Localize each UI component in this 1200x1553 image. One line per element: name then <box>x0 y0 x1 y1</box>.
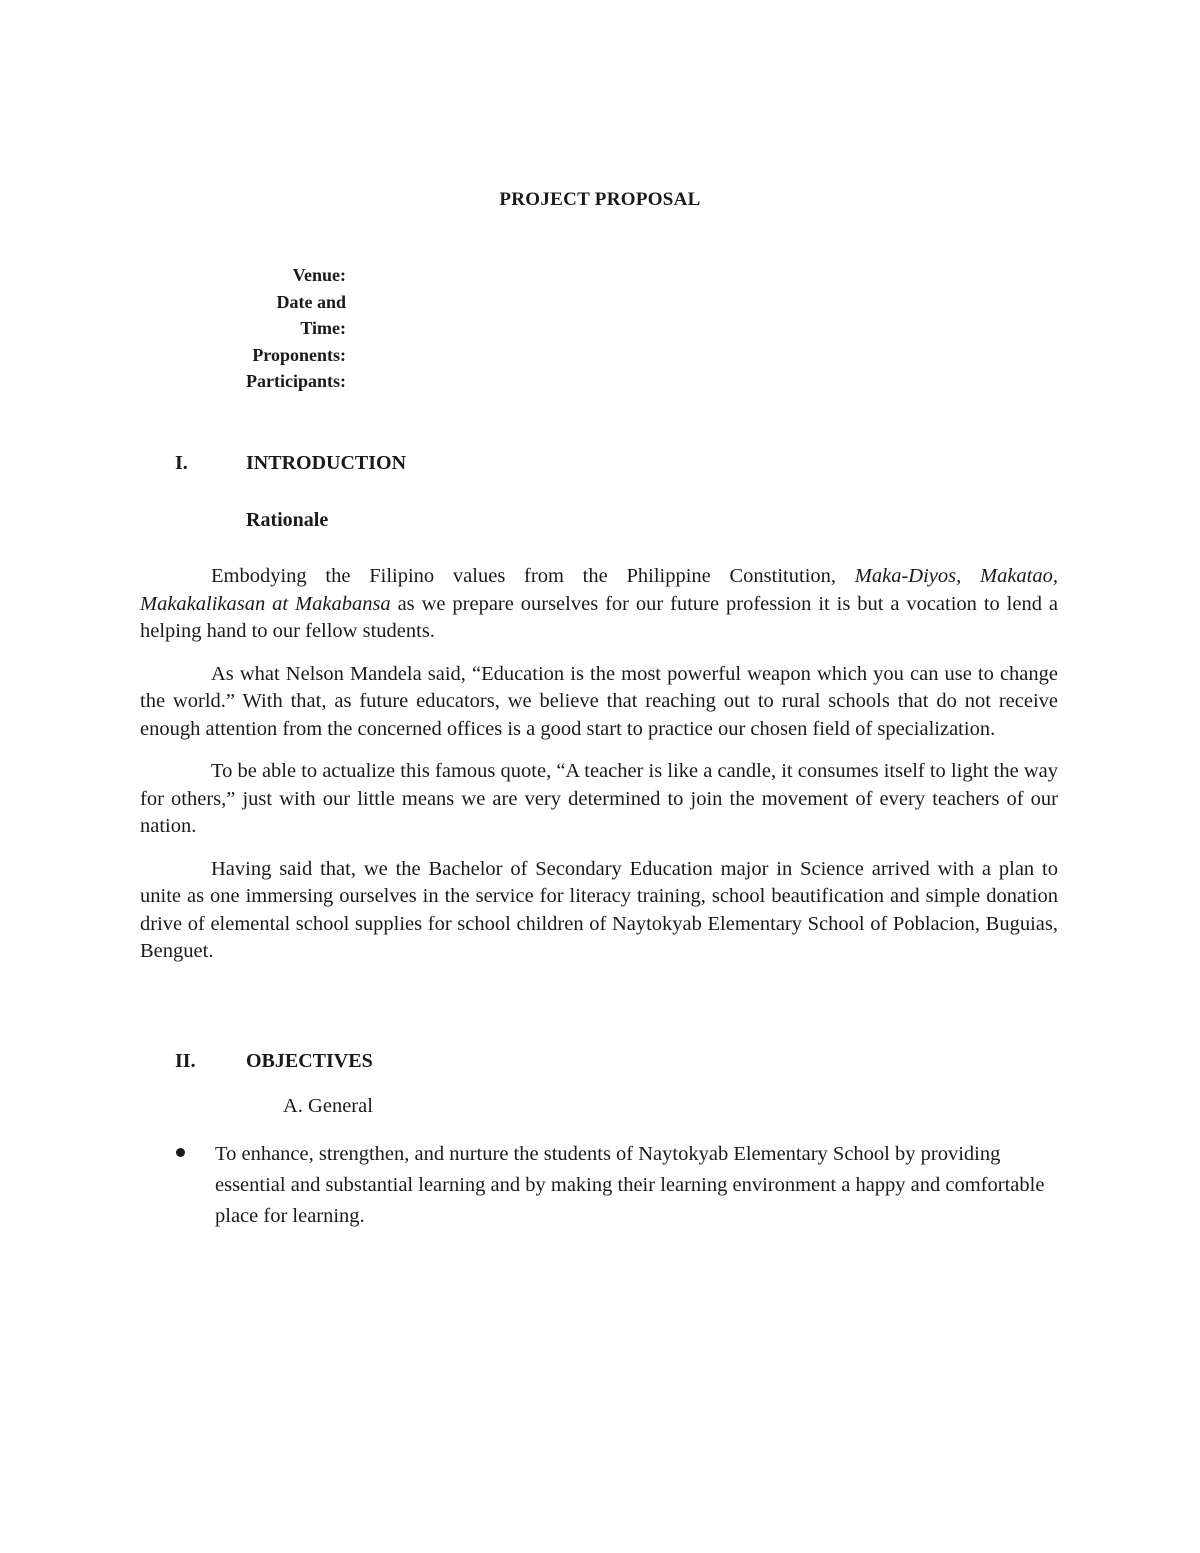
section-title: INTRODUCTION <box>246 452 407 474</box>
field-time-label: Time: <box>300 318 346 338</box>
field-date-label: Date and <box>276 291 346 312</box>
paragraph: Having said that, we the Bachelor of Secondary Education major in Science arrived with a plan to unite as one immersing ourselves in the service for literacy training, school beautification and simple donation drive of elemental school supplies for school children of Naytokyab Elementary School of Poblacion, Buguias, Benguet. <box>140 857 1058 962</box>
objectives-general-label: A. General <box>283 1095 373 1117</box>
section-number: II. <box>175 1050 196 1072</box>
rationale-body <box>140 563 1058 981</box>
paragraph: Embodying the Filipino values from the Philippine Constitution, Maka-Diyos, Makatao, Makakalikasan at Makabansa as we prepare ourselves for our future profession it is but a vocation to lend a helping hand to our fellow students. <box>140 565 1058 642</box>
paragraph: To be able to actualize this famous quote, “A teacher is like a candle, it consumes itself to light the way for others,” just with our little means we are very determined to join the movement of every teachers of our nation. <box>140 760 1058 837</box>
proposal-fields <box>150 262 346 395</box>
field-proponents-label: Proponents: <box>252 344 346 365</box>
bullet-icon <box>176 1148 185 1157</box>
values-italic: Maka-Diyos, Makatao, Makakalikasan at Makabansa <box>140 565 1058 615</box>
paragraph: As what Nelson Mandela said, “Education is the most powerful weapon which you can use to change the world.” With that, as future educators, we believe that reaching out to rural schools that do not receive enough attention from the concerned offices is a good start to practice our chosen field of specialization. <box>140 662 1058 740</box>
document-title: PROJECT PROPOSAL <box>499 189 701 210</box>
bullet-text: To enhance, strengthen, and nurture the students of Naytokyab Elementary School by providing essential and substantial learning and by making their learning environment a happy and comfortable place for learning. <box>215 1143 1045 1227</box>
section-title: OBJECTIVES <box>246 1050 373 1072</box>
section-number: I. <box>175 452 188 474</box>
field-venue-label: Venue: <box>292 265 346 285</box>
field-participants-label: Participants: <box>246 371 346 391</box>
rationale-heading: Rationale <box>246 509 329 531</box>
